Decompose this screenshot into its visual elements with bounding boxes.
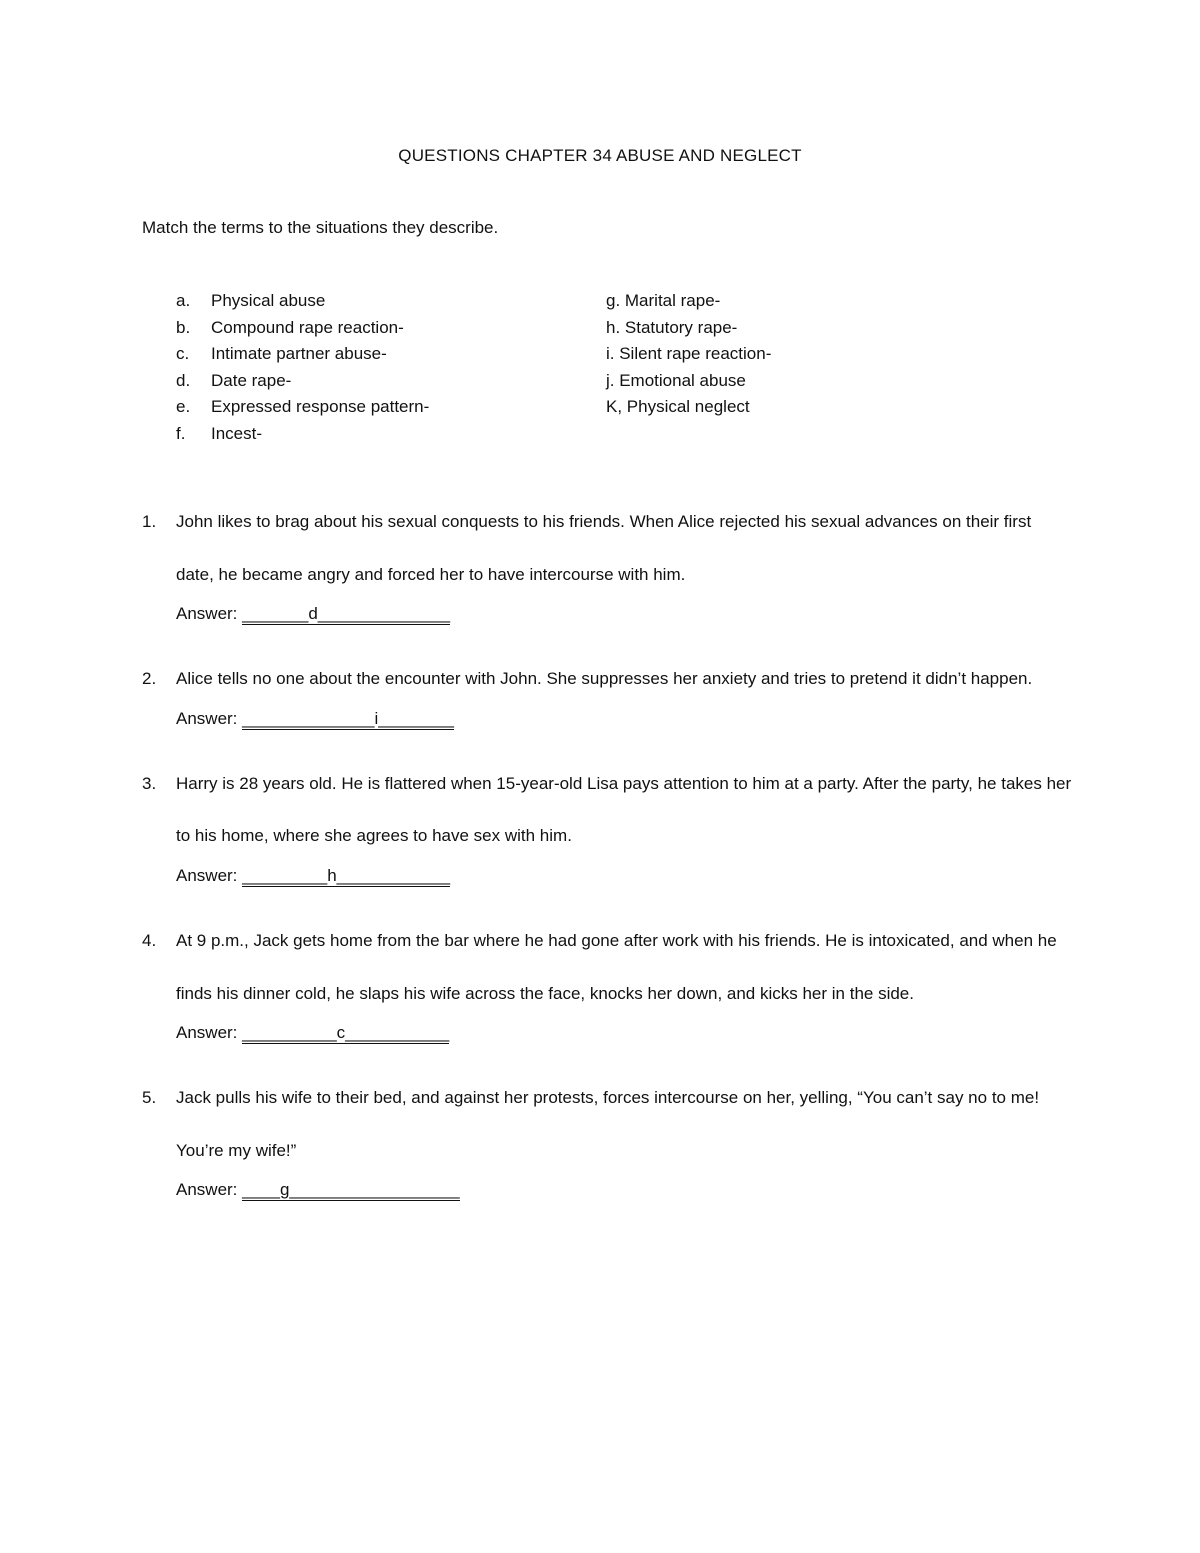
answer-label: Answer: (176, 865, 243, 885)
answer-row (176, 1177, 1072, 1203)
term-item (176, 421, 429, 448)
term-item (176, 315, 429, 342)
answer-label: Answer: (176, 1180, 243, 1200)
term-item: i. Silent rape reaction- (606, 344, 772, 364)
answer-value: __________c___________ (242, 1023, 450, 1043)
term-item: h. Statutory rape- (606, 317, 738, 337)
question-item (142, 758, 1072, 889)
page-title: QUESTIONS CHAPTER 34 ABUSE AND NEGLECT (398, 146, 802, 165)
term-letter: d. (176, 370, 191, 390)
answer-row (176, 601, 1072, 627)
instructions-text: Match the terms to the situations they describe. (142, 218, 499, 237)
term-letter: b. (176, 317, 191, 337)
term-item (176, 288, 429, 315)
answer-row (176, 1020, 1072, 1046)
question-number: 4. (142, 930, 157, 950)
question-number: 2. (142, 669, 157, 689)
term-item (176, 341, 429, 368)
question-number: 3. (142, 773, 157, 793)
answer-label: Answer: (176, 1023, 243, 1043)
answer-row (176, 863, 1072, 889)
term-letter: f. (176, 423, 186, 443)
term-letter: e. (176, 397, 191, 417)
term-letter: c. (176, 344, 190, 364)
answer-value: _______d______________ (242, 604, 451, 624)
term-label: Expressed response pattern- (211, 397, 430, 417)
question-text: Jack pulls his wife to their bed, and against her protests, forces intercourse on her, yelling, “You can’t say no to me! You’re my wife!” (176, 1088, 1040, 1160)
answer-value: ____g__________________ (242, 1180, 460, 1200)
term-letter: a. (176, 291, 191, 310)
term-label: Date rape- (211, 370, 292, 390)
question-text: At 9 p.m., Jack gets home from the bar where he had gone after work with his friends. He is intoxicated, and when he finds his dinner cold, he slaps his wife across the face, knocks her down, and kicks her in the side. (176, 930, 1057, 1003)
terms-list-right (606, 288, 771, 421)
answer-value: _________h____________ (242, 865, 451, 885)
questions-list (142, 496, 1072, 1229)
question-number: 1. (142, 512, 157, 531)
question-item (142, 653, 1072, 732)
question-text: John likes to brag about his sexual conquests to his friends. When Alice rejected his sexual advances on their first date, he became angry and forced her to have intercourse with him. (176, 512, 1032, 584)
terms-list-left (176, 288, 429, 448)
term-item (176, 394, 429, 421)
question-item (142, 496, 1072, 627)
term-label: Incest- (211, 423, 263, 443)
term-label: Compound rape reaction- (211, 317, 404, 337)
question-item (142, 915, 1072, 1046)
answer-value: ______________i________ (242, 708, 454, 728)
question-item (142, 1072, 1072, 1203)
answer-row (176, 706, 1072, 732)
term-label: Physical abuse (211, 291, 326, 310)
question-text: Alice tells no one about the encounter with John. She suppresses her anxiety and tries to pretend it didn’t happen. (176, 669, 1033, 689)
question-number: 5. (142, 1088, 157, 1108)
term-item: j. Emotional abuse (606, 370, 746, 390)
term-item: g. Marital rape- (606, 291, 721, 310)
term-item (176, 368, 429, 395)
term-item: K, Physical neglect (606, 397, 750, 417)
answer-label: Answer: (176, 708, 243, 728)
answer-label: Answer: (176, 604, 243, 624)
term-label: Intimate partner abuse- (211, 344, 387, 364)
question-text: Harry is 28 years old. He is flattered when 15-year-old Lisa pays attention to him at a party. After the party, he takes her to his home, where she agrees to have sex with him. (176, 773, 1072, 846)
